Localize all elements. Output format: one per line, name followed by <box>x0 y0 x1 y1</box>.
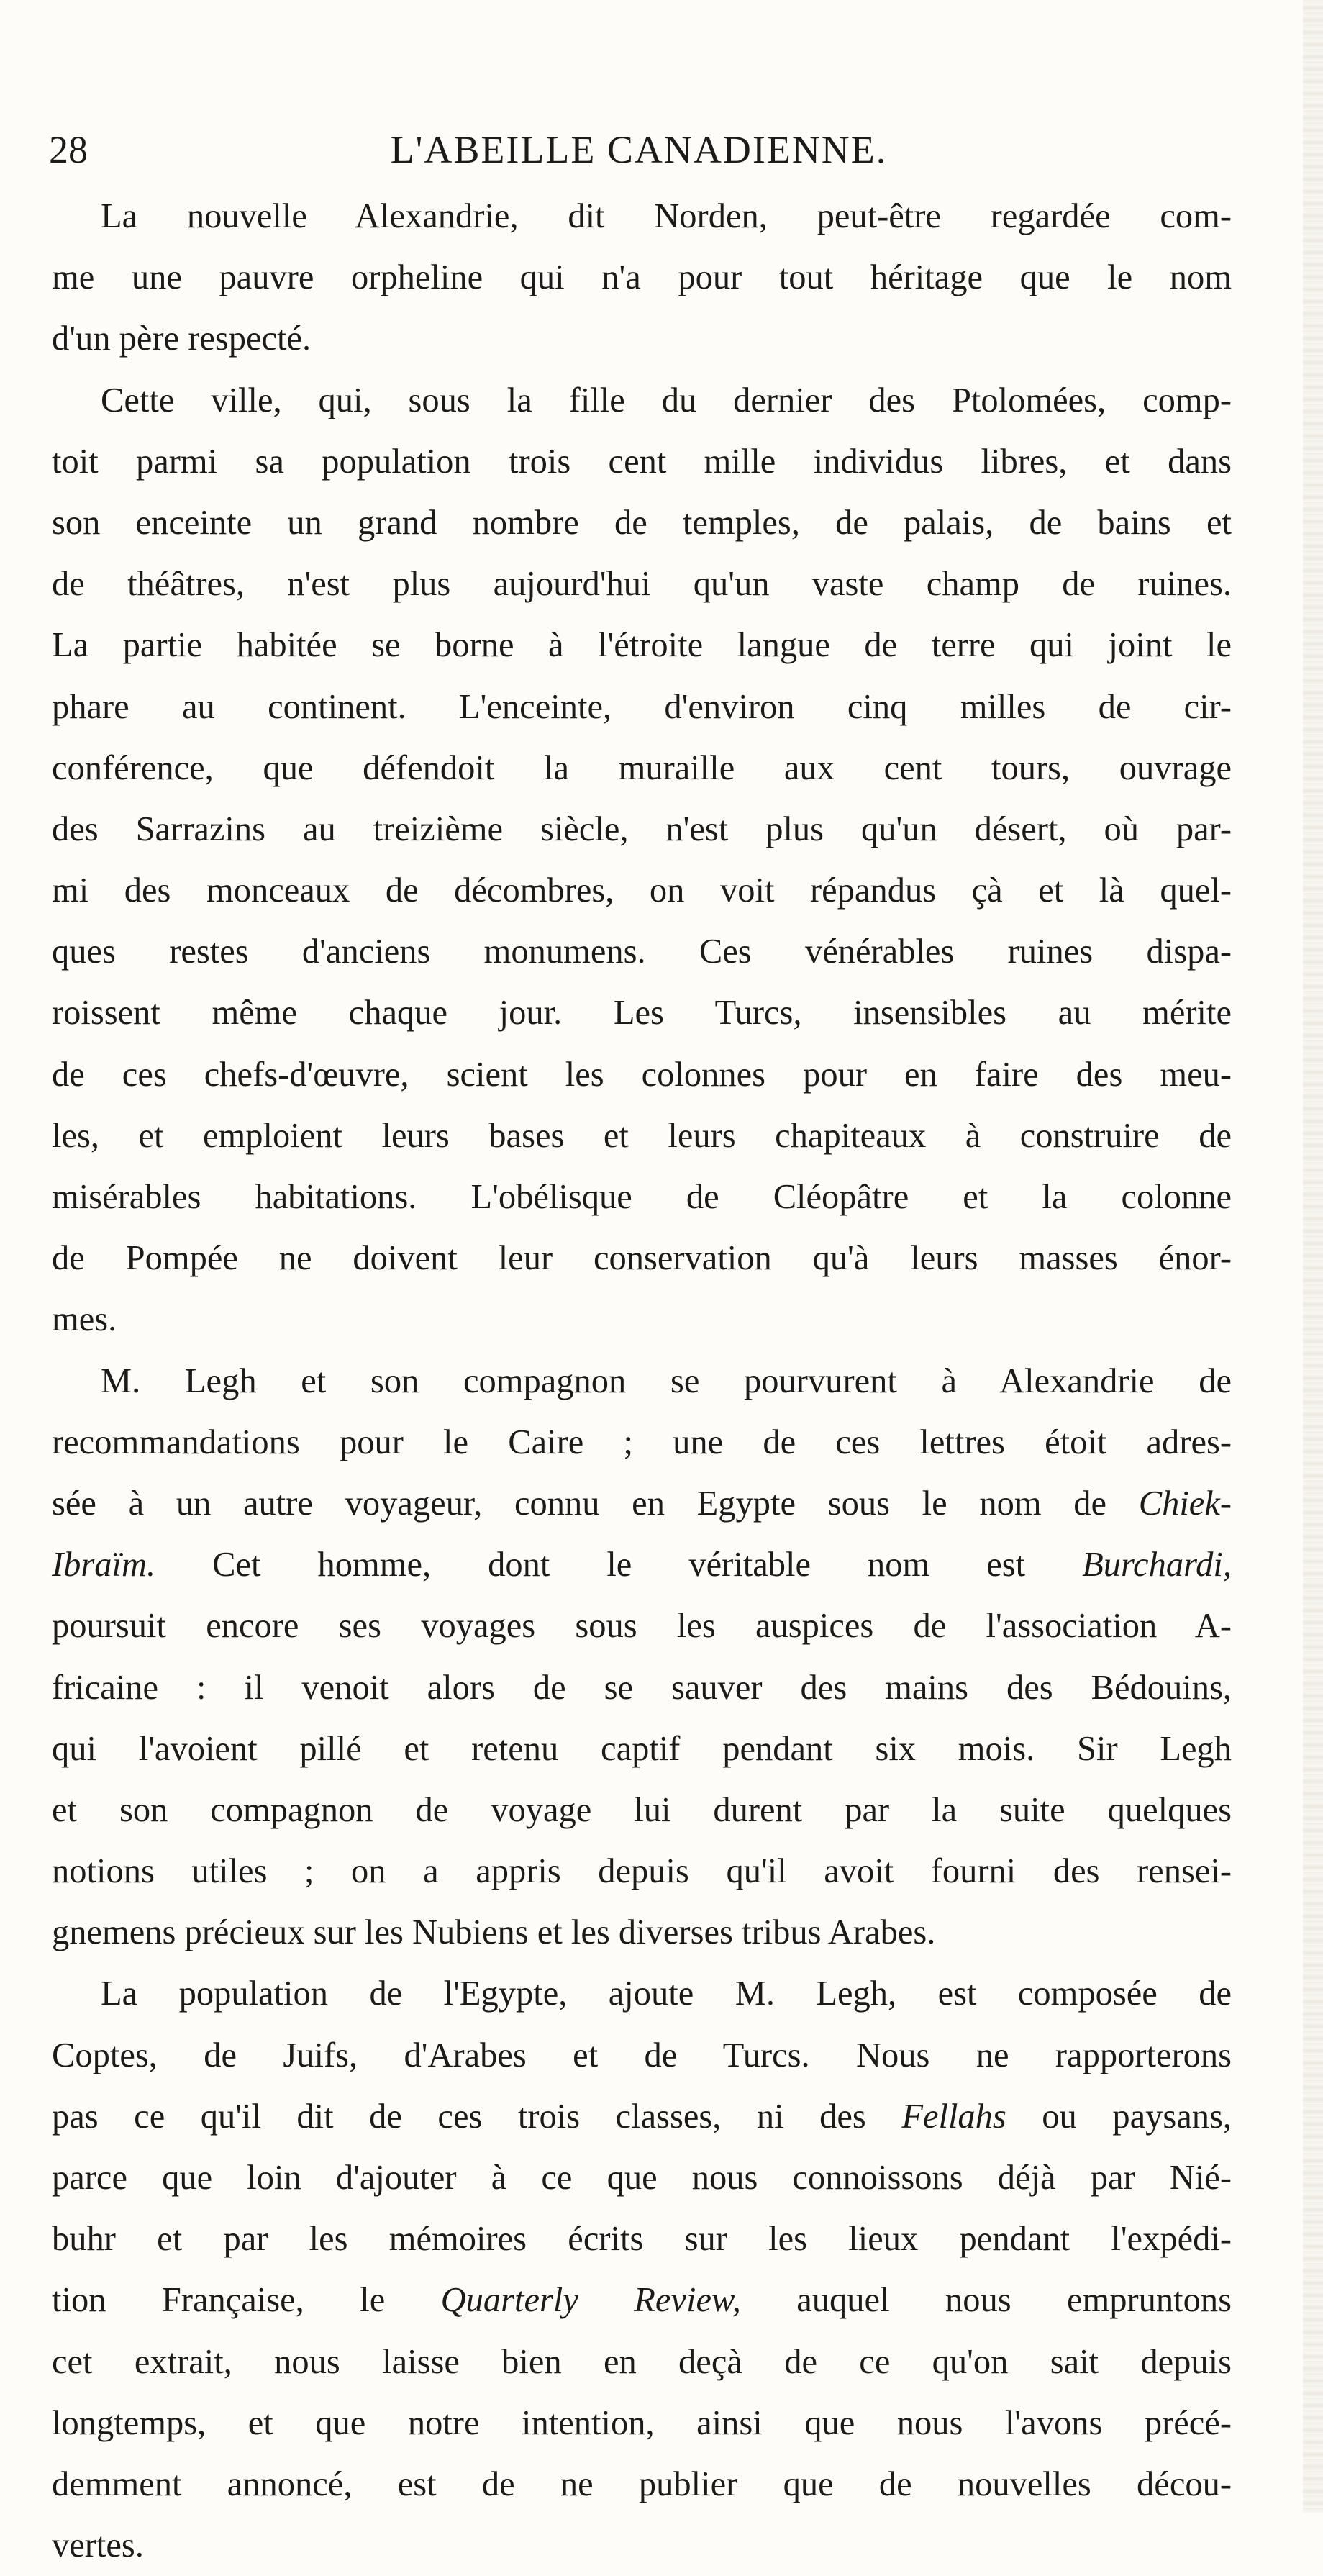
text-segment: mes. <box>52 1300 117 1339</box>
text-line <box>52 860 1232 921</box>
text-line <box>52 1044 1232 1105</box>
text-line <box>52 1595 1232 1656</box>
running-title: L'ABEILLE CANADIENNE. <box>390 128 888 171</box>
text-segment: des Sarrazins au treizième siècle, n'est plus qu'un désert, où par- <box>52 809 1232 848</box>
text-line <box>52 1412 1232 1473</box>
text-line <box>52 1841 1232 1902</box>
text-segment: me une pauvre orpheline qui n'a pour tout héritage que le nom <box>52 258 1232 297</box>
body-text <box>52 186 1232 2576</box>
text-segment: La nouvelle Alexandrie, dit Norden, peut-être regardée com- <box>101 197 1232 235</box>
text-segment: parce que loin d'ajouter à ce que nous connoissons déjà par Nié- <box>52 2159 1232 2197</box>
text-line <box>52 1228 1232 1289</box>
text-line <box>52 2331 1232 2393</box>
text-line <box>52 1289 1232 1350</box>
text-segment: tion Française, le <box>52 2281 441 2320</box>
text-line <box>52 308 1232 369</box>
text-segment: phare au continent. L'enceinte, d'environ cinq milles de cir- <box>52 687 1232 726</box>
text-line <box>52 2269 1232 2331</box>
text-line <box>52 2086 1232 2147</box>
text-line <box>52 2515 1232 2576</box>
text-line <box>52 247 1232 308</box>
italic-text: Quarterly Review, <box>440 2281 741 2320</box>
text-segment: et son compagnon de voyage lui durent par la suite quelques <box>52 1790 1232 1829</box>
text-segment: recommandations pour le Caire ; une de ces lettres étoit adres- <box>52 1423 1232 1461</box>
text-segment: sée à un autre voyageur, connu en Egypte sous le nom de <box>52 1484 1139 1523</box>
text-line <box>52 2025 1232 2086</box>
text-line <box>52 921 1232 982</box>
text-line <box>52 492 1232 553</box>
text-segment: de Pompée ne doivent leur conservation qu'à leurs masses énor- <box>52 1239 1232 1278</box>
italic-text: Ibraïm. <box>52 1546 156 1584</box>
text-segment: gnemens précieux sur les Nubiens et les diverses tribus Arabes. <box>52 1913 936 1952</box>
italic-text: Chiek- <box>1138 1484 1232 1523</box>
text-segment: les, et emploient leurs bases et leurs chapiteaux à construire de <box>52 1116 1232 1155</box>
text-line <box>52 614 1232 676</box>
text-segment: pas ce qu'il dit de ces trois classes, ni des <box>52 2097 902 2136</box>
italic-text: Burchardi, <box>1082 1546 1232 1584</box>
italic-text: Fellahs <box>901 2097 1006 2136</box>
text-line <box>52 1779 1232 1841</box>
text-line <box>52 1473 1232 1534</box>
text-line <box>52 1718 1232 1779</box>
text-line <box>52 553 1232 614</box>
text-line <box>52 2208 1232 2269</box>
text-line <box>52 2393 1232 2454</box>
text-line <box>52 370 1232 431</box>
text-segment: poursuit encore ses voyages sous les auspices de l'association A- <box>52 1607 1232 1646</box>
text-segment: son enceinte un grand nombre de temples, de palais, de bains et <box>52 503 1232 542</box>
page-header <box>49 121 1229 178</box>
text-line <box>52 1657 1232 1718</box>
text-line <box>52 982 1232 1043</box>
text-line <box>52 1351 1232 1412</box>
page-number: 28 <box>49 128 88 171</box>
text-line <box>52 1902 1232 1963</box>
text-segment: ou paysans, <box>1006 2097 1232 2136</box>
text-segment: cet extrait, nous laisse bien en deçà de ce qu'on sait depuis <box>52 2342 1232 2381</box>
text-segment: misérables habitations. L'obélisque de Cléopâtre et la colonne <box>52 1178 1232 1216</box>
text-segment: Cette ville, qui, sous la fille du dernier des Ptolomées, comp- <box>101 381 1232 419</box>
text-line <box>52 2454 1232 2515</box>
text-segment: d'un père respecté. <box>52 319 312 358</box>
text-line <box>52 186 1232 247</box>
text-line <box>52 431 1232 492</box>
text-line <box>52 738 1232 799</box>
text-line <box>52 1105 1232 1166</box>
text-segment: vertes. <box>52 2526 144 2565</box>
text-line <box>52 1166 1232 1228</box>
text-line <box>52 1963 1232 2024</box>
text-segment: de ces chefs-d'œuvre, scient les colonnes pour en faire des meu- <box>52 1055 1232 1094</box>
text-segment: M. Legh et son compagnon se pourvurent à Alexandrie de <box>101 1361 1232 1400</box>
page-edge-shadow <box>1303 0 1323 2513</box>
text-line <box>52 1534 1232 1595</box>
text-segment: conférence, que défendoit la muraille aux cent tours, ouvrage <box>52 748 1232 787</box>
text-segment: buhr et par les mémoires écrits sur les lieux pendant l'expédi- <box>52 2220 1232 2259</box>
text-segment: notions utiles ; on a appris depuis qu'il avoit fourni des rensei- <box>52 1852 1232 1891</box>
text-line <box>52 2147 1232 2208</box>
text-segment: demment annoncé, est de ne publier que de nouvelles décou- <box>52 2464 1232 2503</box>
text-segment: roissent même chaque jour. Les Turcs, insensibles au mérite <box>52 994 1232 1033</box>
text-segment: toit parmi sa population trois cent mille individus libres, et dans <box>52 442 1232 481</box>
text-segment: longtemps, et que notre intention, ainsi que nous l'avons précé- <box>52 2403 1232 2442</box>
text-line <box>52 799 1232 860</box>
text-segment: qui l'avoient pillé et retenu captif pendant six mois. Sir Legh <box>52 1729 1232 1768</box>
text-segment: ques restes d'anciens monumens. Ces vénérables ruines dispa- <box>52 933 1232 971</box>
text-line <box>52 676 1232 738</box>
text-segment: La population de l'Egypte, ajoute M. Legh, est composée de <box>101 1974 1232 2013</box>
text-segment: auquel nous empruntons <box>740 2281 1232 2320</box>
text-segment: mi des monceaux de décombres, on voit répandus çà et là quel- <box>52 871 1232 910</box>
text-segment: La partie habitée se borne à l'étroite langue de terre qui joint le <box>52 626 1232 665</box>
text-segment: Coptes, de Juifs, d'Arabes et de Turcs. Nous ne rapporterons <box>52 2036 1232 2074</box>
text-segment: de théâtres, n'est plus aujourd'hui qu'un vaste champ de ruines. <box>52 565 1232 604</box>
text-segment: fricaine : il venoit alors de se sauver des mains des Bédouins, <box>52 1668 1232 1707</box>
text-segment: Cet homme, dont le véritable nom est <box>155 1546 1083 1584</box>
